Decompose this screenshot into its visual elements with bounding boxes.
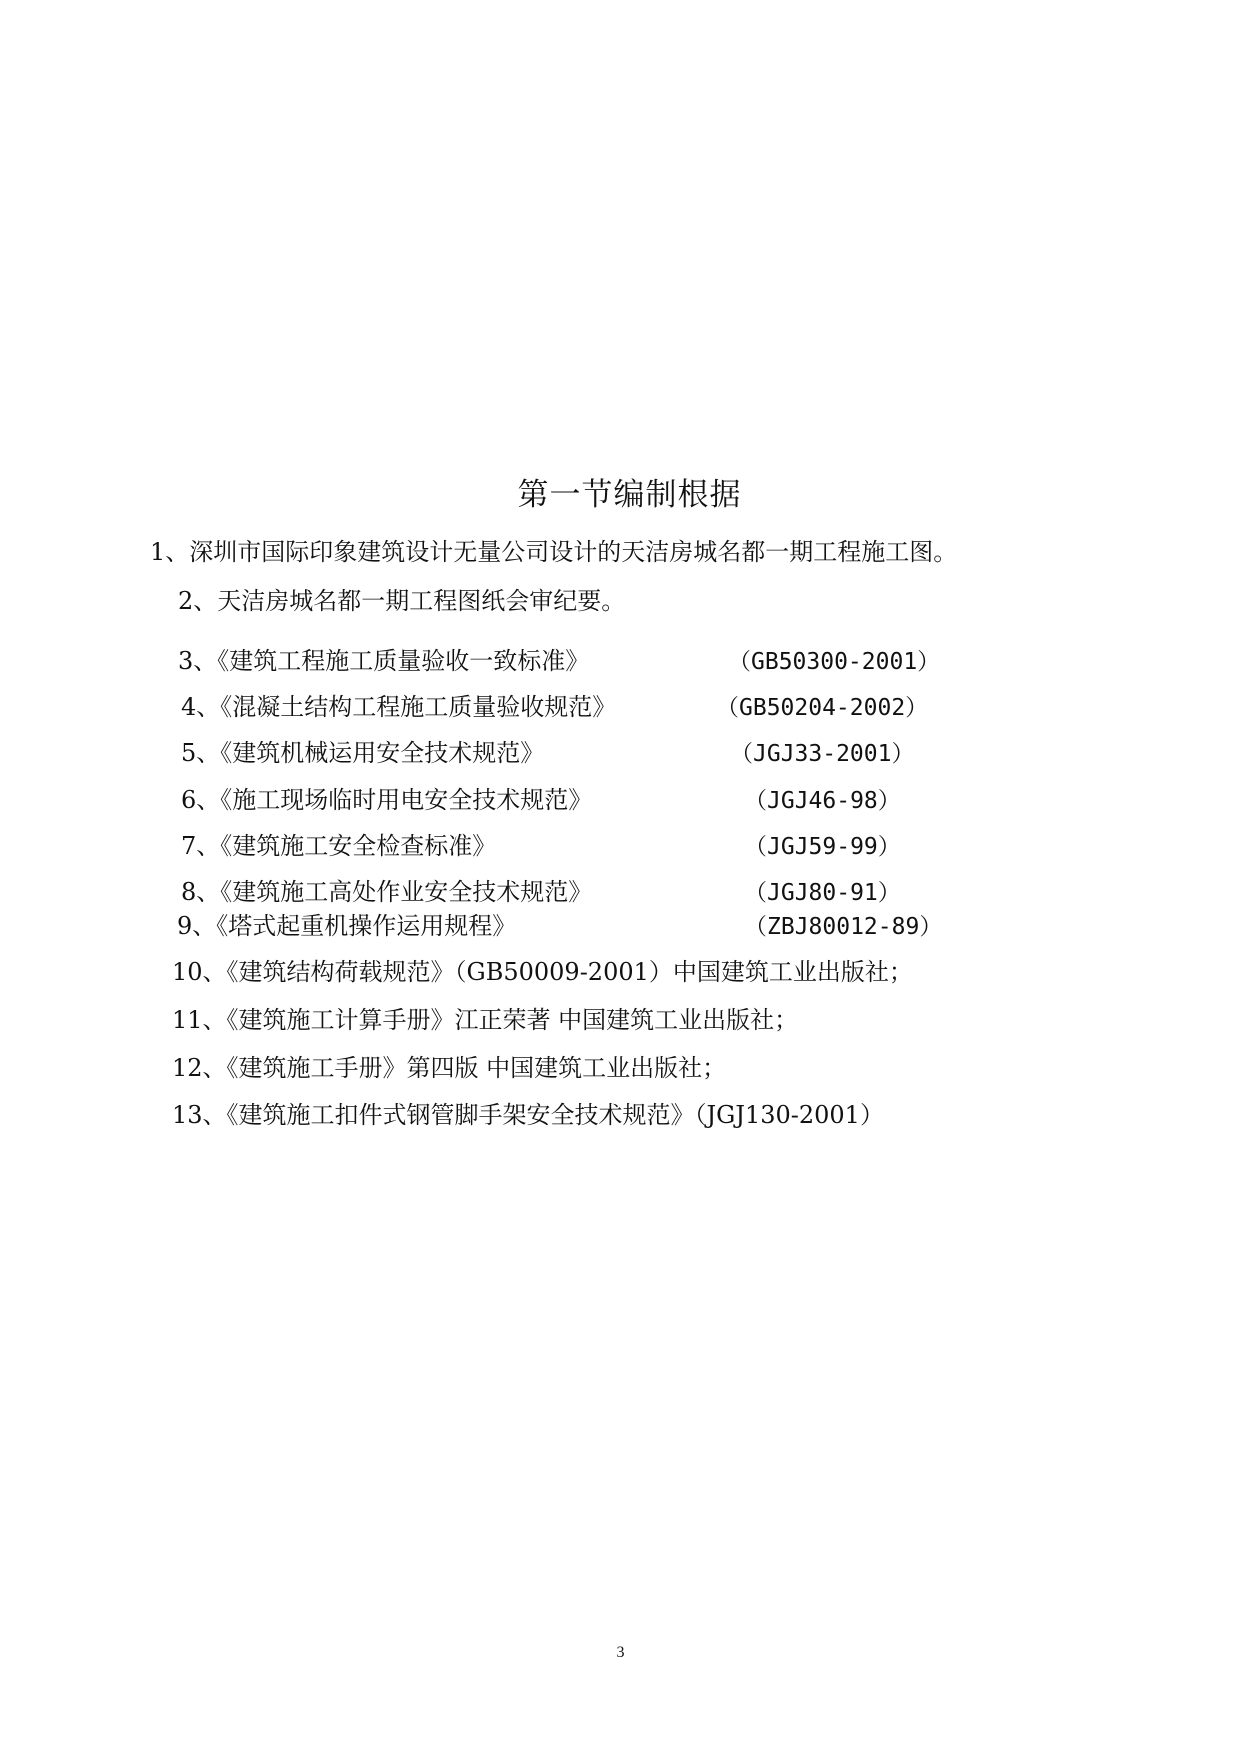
basis-item-13: 13、《建筑施工扣件式钢管脚手架安全技术规范》（JGJ130-2001） — [172, 1101, 884, 1129]
basis-item-2: 2、天洁房城名都一期工程图纸会审纪要。 — [178, 587, 626, 615]
basis-item-9-code: （ZBJ80012-89） — [744, 914, 943, 940]
basis-item-4: 4、《混凝土结构工程施工质量验收规范》 — [181, 693, 617, 721]
basis-item-5-code: （JGJ33-2001） — [730, 741, 915, 767]
basis-item-9: 9、《塔式起重机操作运用规程》 — [177, 912, 517, 940]
basis-item-10: 10、《建筑结构荷载规范》（GB50009-2001）中国建筑工业出版社； — [172, 958, 913, 986]
basis-item-12: 12、《建筑施工手册》第四版 中国建筑工业出版社； — [172, 1054, 727, 1082]
basis-item-1: 1、深圳市国际印象建筑设计无量公司设计的天洁房城名都一期工程施工图。 — [150, 538, 958, 566]
section-title: 第一节编制根据 — [517, 477, 742, 513]
basis-item-5: 5、《建筑机械运用安全技术规范》 — [181, 739, 545, 767]
basis-item-7-code: （JGJ59-99） — [744, 834, 901, 860]
basis-item-4-code: （GB50204-2002） — [716, 695, 929, 721]
basis-item-11: 11、《建筑施工计算手册》江正荣著 中国建筑工业出版社； — [172, 1006, 799, 1034]
basis-item-3: 3、《建筑工程施工质量验收一致标准》 — [178, 647, 590, 675]
basis-item-3-code: （GB50300-2001） — [728, 649, 941, 675]
basis-item-7: 7、《建筑施工安全检查标准》 — [181, 832, 497, 860]
page-number: 3 — [616, 1644, 625, 1661]
basis-item-8: 8、《建筑施工高处作业安全技术规范》 — [181, 878, 593, 906]
basis-item-8-code: （JGJ80-91） — [744, 880, 901, 906]
basis-item-6-code: （JGJ46-98） — [744, 788, 901, 814]
basis-item-6: 6、《施工现场临时用电安全技术规范》 — [181, 786, 593, 814]
